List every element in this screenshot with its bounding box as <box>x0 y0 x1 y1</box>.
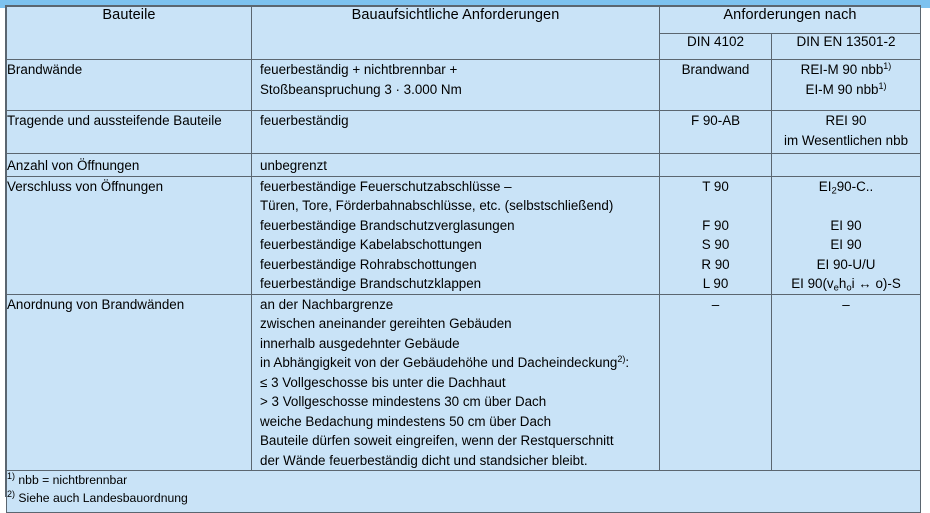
cell-anforderungen <box>252 154 660 177</box>
text-line: zwischen aneinander gereihten Gebäuden <box>260 316 512 331</box>
text-line: Bauteile dürfen soweit eingreifen, wenn der Restquerschnitt <box>260 433 614 448</box>
cell-din-4102 <box>660 111 772 154</box>
text-line: Brandwand <box>681 62 750 77</box>
cell-bauteile: Verschluss von Öffnungen <box>7 176 252 294</box>
header-din-4102: DIN 4102 <box>660 34 772 60</box>
cell-din-en-13501-2 <box>772 294 921 471</box>
text-line: EI 90 <box>830 237 862 252</box>
text-line: F 90 <box>702 217 729 233</box>
cell-din-en-13501-2 <box>772 176 921 294</box>
text-line: feuerbeständige Brandschutzverglasungen <box>260 217 515 233</box>
footnote-marker: 1) <box>883 61 892 72</box>
footnote-item: $^{1)}$ nbb = nichtbrennbar <box>7 471 128 487</box>
text-line: feuerbeständige Brandschutzklappen <box>260 276 482 291</box>
text-line: L 90 <box>702 276 729 291</box>
text-line: REI 90 <box>825 113 867 128</box>
text-line: der Wände feuerbeständig dicht und standsicher bleibt. <box>260 452 588 468</box>
table-body <box>7 60 921 513</box>
text-line: innerhalb ausgedehnter Gebäude <box>260 335 460 351</box>
text-line: Türen, Tore, Förderbahnabschlüsse, etc. (selbstschließend) <box>260 198 614 213</box>
subscript: e <box>833 282 839 294</box>
text-line: feuerbeständige Feuerschutzabschlüsse – <box>260 178 512 194</box>
text-line: R 90 <box>701 256 730 272</box>
footnote-marker: 1) <box>7 471 16 482</box>
cell-anforderungen <box>252 176 660 294</box>
text-line: im Wesentlichen nbb <box>783 132 909 148</box>
footnotes-cell <box>7 471 921 513</box>
footnote-marker: 1) <box>878 80 887 91</box>
subscript: 2 <box>831 184 837 196</box>
cell-anforderungen <box>252 294 660 471</box>
footnotes-row <box>7 471 921 513</box>
text-line: T 90 <box>702 178 729 194</box>
footnote-marker: 2) <box>617 354 626 365</box>
table-row <box>7 60 921 111</box>
header-bauteile: Bauteile <box>7 7 252 60</box>
header-din-en-13501-2: DIN EN 13501-2 <box>772 34 921 60</box>
table-row <box>7 154 921 177</box>
text-line: weiche Bedachung mindestens 50 cm über Dach <box>260 413 552 429</box>
text-line: ≤ 3 Vollgeschosse bis unter die Dachhaut <box>260 374 506 390</box>
cell-bauteile: Anzahl von Öffnungen <box>7 154 252 177</box>
cell-din-4102 <box>660 154 772 177</box>
cell-bauteile: Anordnung von Brandwänden <box>7 294 252 471</box>
subscript: o <box>846 282 852 294</box>
text-line: Stoßbeanspruchung 3 · 3.000 Nm <box>260 81 462 97</box>
text-line: feuerbeständige Rohrabschottungen <box>260 256 477 272</box>
header-bauaufsichtliche-anforderungen: Bauaufsichtliche Anforderungen <box>252 7 660 60</box>
footnote-item: $^{2)}$ Siehe auch Landesbauordnung <box>7 489 188 505</box>
header-anforderungen-nach: Anforderungen nach <box>660 7 921 34</box>
fire-protection-table <box>6 6 921 513</box>
cell-din-en-13501-2 <box>772 111 921 154</box>
text-line: EI $90(v_eh_oi$ ↔ o)-S <box>791 276 901 294</box>
text-line: an der Nachbargrenze <box>260 296 394 312</box>
header-row-primary <box>7 7 921 34</box>
cell-bauteile: Brandwände <box>7 60 252 111</box>
text-line: EI 90 <box>830 217 862 233</box>
text-line: $EI_290-C$.. <box>818 178 874 196</box>
text-line: > 3 Vollgeschosse mindestens 30 cm über Dach <box>260 394 547 409</box>
text-line: REI-M 90 nbb$^{1)}$ <box>800 61 892 77</box>
footnote-marker: 2) <box>7 489 16 500</box>
table-row <box>7 111 921 154</box>
table-row <box>7 294 921 471</box>
text-line: unbegrenzt <box>260 158 328 173</box>
text-line: feuerbeständig + nichtbrennbar + <box>260 62 458 77</box>
cell-din-4102 <box>660 176 772 294</box>
text-line: EI 90-U/U <box>816 256 876 272</box>
cell-anforderungen <box>252 60 660 111</box>
text-line: feuerbeständig <box>260 113 349 128</box>
text-line: – <box>842 296 850 312</box>
cell-bauteile: Tragende und aussteifende Bauteile <box>7 111 252 154</box>
text-line: EI-M 90 nbb$^{1)}$ <box>805 80 887 97</box>
cell-din-4102 <box>660 60 772 111</box>
fire-protection-table-container <box>5 5 921 505</box>
cell-din-4102 <box>660 294 772 471</box>
cell-anforderungen <box>252 111 660 154</box>
text-line: S 90 <box>701 237 730 252</box>
text-line: in Abhängigkeit von der Gebäudehöhe und Dacheindeckung$^{2)}$: <box>260 354 630 370</box>
text-line: – <box>711 296 720 312</box>
table-header <box>7 7 921 60</box>
text-line: F 90-AB <box>690 113 741 128</box>
table-row <box>7 176 921 294</box>
text-line: feuerbeständige Kabelabschottungen <box>260 237 482 252</box>
cell-din-en-13501-2 <box>772 154 921 177</box>
cell-din-en-13501-2 <box>772 60 921 111</box>
